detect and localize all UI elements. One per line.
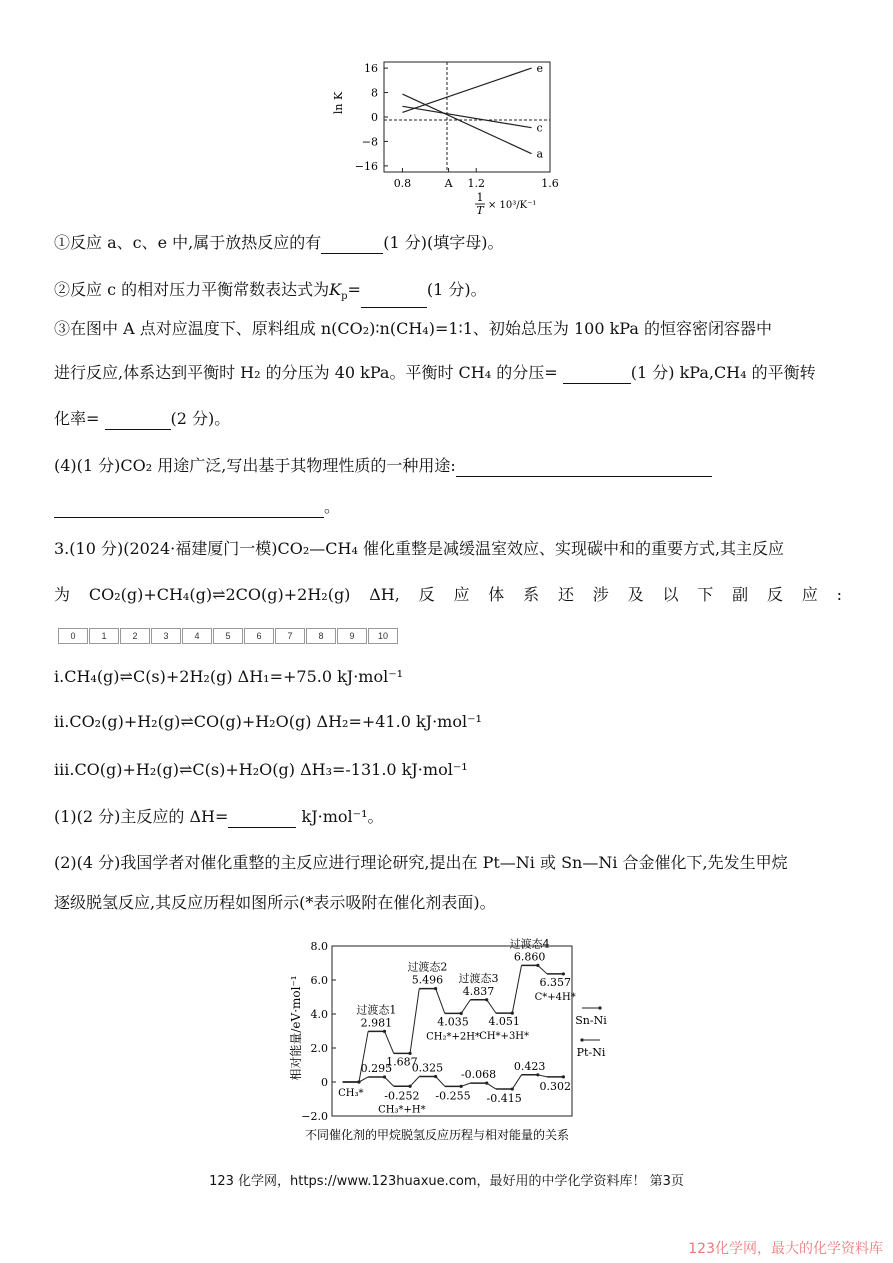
lnk-chart <box>330 58 560 218</box>
q3-main-word: ΔH, <box>369 585 400 604</box>
chart1-xlabel: × 10³/K⁻¹ <box>488 200 537 211</box>
q3-main-word: 为 <box>54 585 71 604</box>
chart1-xticks <box>394 168 559 190</box>
chart1-line-label: c <box>536 121 543 135</box>
chart1-xtick-label: 1.6 <box>541 177 559 190</box>
q3-main-word: 反 <box>418 585 435 604</box>
chart2-legend <box>575 1006 607 1059</box>
q3-main-word: 及 <box>627 585 644 604</box>
chart2-legend-label: Sn-Ni <box>575 1014 607 1027</box>
chart2-value-label: 0.295 <box>360 1061 393 1075</box>
q-p3a: ③在图中 A 点对应温度下、原料组成 n(CO₂)∶n(CH₄)=1∶1、初始总压为 100 kPa 的恒容密闭容器中 <box>54 319 772 338</box>
page-footer: 123 化学网，https://www.123huaxue.com，最好用的中学化学资料库！ 第3页 <box>209 1174 684 1189</box>
chart1-line-e <box>402 68 531 112</box>
q-p4: (4)(1 分)CO₂ 用途广泛,写出基于其物理性质的一种用途: <box>54 455 712 477</box>
q3-s2b: 逐级脱氢反应,其反应历程如图所示(*表示吸附在催化剂表面)。 <box>54 893 496 912</box>
q-p3b: 进行反应,体系达到平衡时 H₂ 的分压为 40 kPa。平衡时 CH₄ 的分压= (1 分) kPa,CH₄ 的平衡转 <box>54 363 816 382</box>
chart2-legend-marker <box>580 1038 583 1041</box>
chart2-connector <box>461 1000 470 1014</box>
q3-main-word: 体 <box>488 585 505 604</box>
ruler-cell: 4 <box>182 628 212 644</box>
q-p4-cont: 。 <box>54 496 340 518</box>
chart1-line-label: a <box>536 147 544 161</box>
chart2-legend-label: Pt-Ni <box>576 1046 606 1059</box>
chart2-species-label: C*+4H* <box>534 991 576 1003</box>
chart2-value-label: 0.302 <box>539 1079 571 1093</box>
chart1-ytick-label: −8 <box>361 135 378 149</box>
q3-main-word: 应 <box>801 585 818 604</box>
chart2-value-label: 1.687 <box>386 1055 418 1069</box>
chart1-series <box>402 62 543 161</box>
ruler-cell: 0 <box>58 628 88 644</box>
ruler-cell: 7 <box>275 628 305 644</box>
chart2-value-label: -0.415 <box>486 1092 522 1106</box>
reaction-3: ⅲ.CO(g)+H₂(g)⇌C(s)+H₂O(g) ΔH₃=-131.0 kJ·mol⁻¹ <box>54 760 468 779</box>
chart2-ytick-label: 2.0 <box>310 1042 328 1055</box>
ruler-cell: 10 <box>368 628 398 644</box>
chart1-line-label: e <box>536 62 544 76</box>
chart2-legend-marker <box>598 1006 601 1009</box>
chart2-ts-label: 过渡态3 <box>458 971 499 985</box>
ruler-cell: 3 <box>151 628 181 644</box>
chart1-ytick-label: 8 <box>371 86 378 100</box>
chart2-labels <box>338 936 576 1115</box>
chart2-connector <box>410 1076 419 1086</box>
chart2-ytick-label: −2.0 <box>301 1110 328 1123</box>
ruler-cell: 2 <box>120 628 150 644</box>
ruler-cell: 1 <box>89 628 119 644</box>
q3-main-word: CO₂(g)+CH₄(g)⇌2CO(g)+2H₂(g) <box>88 585 351 604</box>
chart2-value-label: 0.423 <box>513 1059 546 1073</box>
chart2-value-label: 4.837 <box>462 984 495 998</box>
chart1-yticks <box>355 62 388 173</box>
reaction-2: ⅱ.CO₂(g)+H₂(g)⇌CO(g)+H₂O(g) ΔH₂=+41.0 kJ·mol⁻¹ <box>54 712 482 731</box>
chart2-ts-label: 过渡态1 <box>356 1003 397 1017</box>
chart2-value-label: -0.255 <box>435 1089 471 1103</box>
q3-s2a: (2)(4 分)我国学者对催化重整的主反应进行理论研究,提出在 Pt—Ni 或 Sn—Ni 合金催化下,先发生甲烷 <box>54 853 788 872</box>
chart2-connector <box>359 1077 368 1082</box>
chart1-xtick-label: 0.8 <box>393 177 412 190</box>
chart2-species-label: CH₃* <box>338 1088 364 1099</box>
chart1-xtick-label: 1.2 <box>467 177 485 190</box>
chart2-yticks <box>301 940 336 1123</box>
chart2-title: 不同催化剂的甲烷脱氢反应历程与相对能量的关系 <box>304 1128 570 1142</box>
ruler-cell: 6 <box>244 628 274 644</box>
q3-main-word: 副 <box>732 585 749 604</box>
q3-main-word: 应 <box>453 585 470 604</box>
chart2-connector <box>487 1083 496 1089</box>
chart2-connector <box>385 1077 394 1086</box>
chart2-value-label: 5.496 <box>411 973 444 987</box>
q-p1: ①反应 a、c、e 中,属于放热反应的有 (1 分)(填字母)。 <box>54 233 504 252</box>
chart1-ytick-label: −16 <box>354 159 378 173</box>
chart1-xlabel-den: T <box>476 204 484 217</box>
chart2-species-label: CH₂*+2H* <box>426 1031 480 1043</box>
q3-main-word: 涉 <box>592 585 609 604</box>
chart2-connector <box>436 989 445 1014</box>
chart2-value-label: 4.051 <box>488 1015 520 1029</box>
q-p3c: 化率= (2 分)。 <box>54 409 231 428</box>
chart2-connector <box>436 1076 445 1086</box>
chart1-ylabel: ln K <box>332 91 345 115</box>
chart2-value-label: 6.357 <box>539 975 571 989</box>
q3-head: 3.(10 分)(2024·福建厦门一模)CO₂—CH₄ 催化重整是减缓温室效应、实现碳中和的重要方式,其主反应 <box>54 539 785 558</box>
chart2-connector <box>385 1031 394 1053</box>
chart2-ts-label: 过渡态2 <box>407 960 448 974</box>
q3-main <box>54 584 842 606</box>
q3-main-word: 下 <box>697 585 714 604</box>
chart2-connector <box>487 1000 496 1013</box>
q-p2: ②反应 c 的相对压力平衡常数表达式为$K_p= (1$ 分)。 <box>54 279 487 308</box>
chart1-xtick-label: A <box>444 177 453 190</box>
chart2-ts-label: 过渡态4 <box>509 937 550 951</box>
ruler-cell: 5 <box>213 628 243 644</box>
chart1-xlabel-num: 1 <box>476 191 484 204</box>
ruler <box>58 628 399 644</box>
chart2-ytick-label: 8.0 <box>310 940 328 953</box>
chart2-value-label: -0.252 <box>384 1089 420 1103</box>
chart2-connector <box>512 1075 521 1089</box>
chart2-ytick-label: 6.0 <box>310 974 328 987</box>
chart2-connector <box>461 1083 470 1086</box>
chart2-species-label: CH₃*+H* <box>378 1104 426 1116</box>
chart2-connector <box>538 965 547 974</box>
chart2-value-label: 6.860 <box>513 950 546 964</box>
q3-main-word: 系 <box>523 585 540 604</box>
chart2-ytick-label: 0 <box>321 1076 328 1089</box>
chart2-value-label: 4.035 <box>437 1015 469 1029</box>
reaction-1: ⅰ.CH₄(g)⇌C(s)+2H₂(g) ΔH₁=+75.0 kJ·mol⁻¹ <box>54 667 404 686</box>
chart2-ytick-label: 4.0 <box>310 1008 328 1021</box>
q3-s1: (1)(2 分)主反应的 ΔH= kJ·mol⁻¹。 <box>54 807 384 826</box>
chart2-value-label: -0.068 <box>460 1068 497 1082</box>
watermark: 123化学网，最大的化学资料库 <box>688 1241 883 1257</box>
ruler-cell: 9 <box>337 628 367 644</box>
energy-chart <box>282 928 622 1148</box>
chart2-point <box>562 1075 565 1078</box>
chart2-value-label: 0.325 <box>411 1061 444 1075</box>
q3-main-word: 以 <box>662 585 679 604</box>
q3-main-word: 反 <box>766 585 783 604</box>
chart2-value-label: 2.981 <box>360 1016 393 1030</box>
chart1-line-a <box>402 94 531 154</box>
chart2-species-label: CH*+3H* <box>479 1031 530 1043</box>
chart2-connector <box>410 989 419 1054</box>
chart2-connector <box>538 1075 547 1077</box>
ruler-cell: 8 <box>306 628 336 644</box>
chart1-ytick-label: 16 <box>364 62 378 76</box>
chart2-connector <box>512 965 521 1013</box>
chart1-ytick-label: 0 <box>371 111 378 124</box>
q3-main-word: 还 <box>557 585 574 604</box>
q3-main-word: : <box>836 585 842 604</box>
chart2-ylabel: 相对能量/eV·mol⁻¹ <box>289 975 303 1081</box>
